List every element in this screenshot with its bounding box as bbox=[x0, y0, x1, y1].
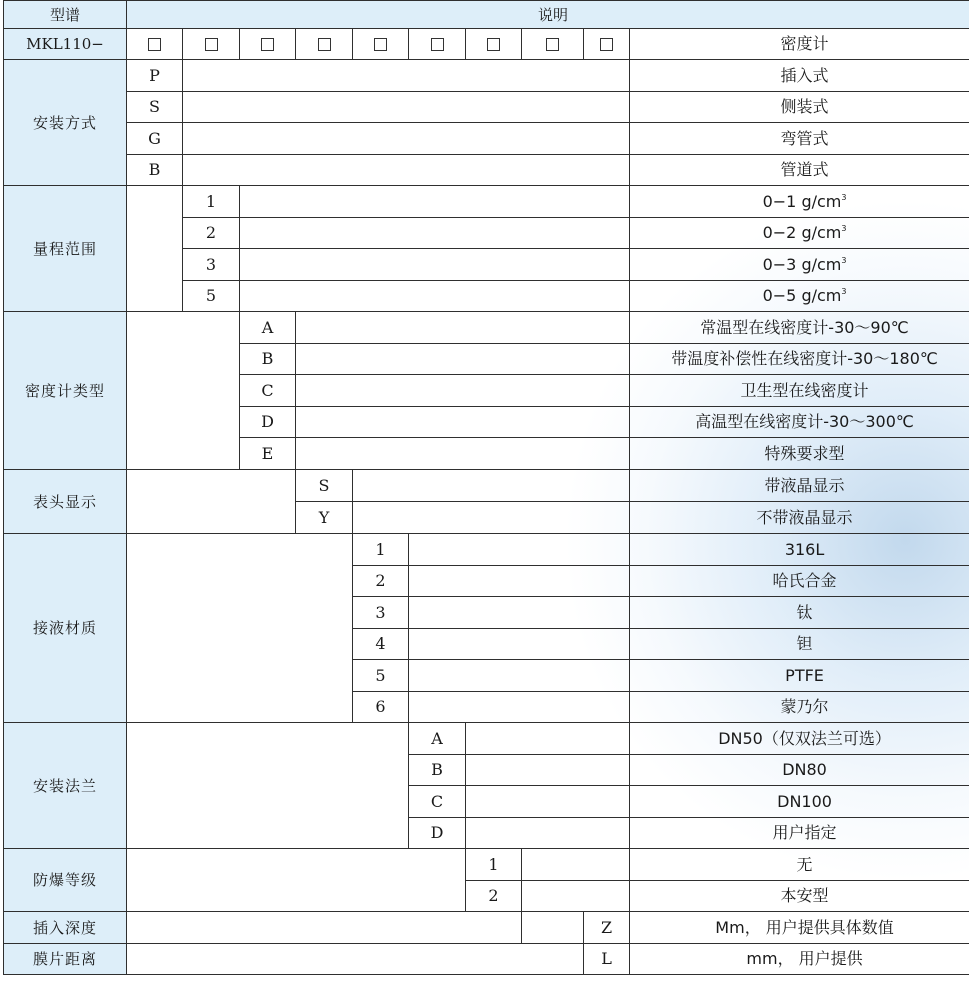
category-range: 量程范围 bbox=[4, 186, 127, 312]
code-cell: 3 bbox=[183, 249, 240, 281]
table-row bbox=[4, 186, 969, 218]
desc-cell: 钽 bbox=[630, 629, 969, 660]
code-cell: 5 bbox=[183, 281, 240, 312]
code-cell: Y bbox=[296, 502, 353, 534]
model-selection-table bbox=[3, 0, 969, 975]
code-cell: 2 bbox=[183, 218, 240, 249]
checkbox-icon bbox=[487, 38, 500, 51]
code-cell: B bbox=[409, 755, 466, 786]
category-install: 安装方式 bbox=[4, 60, 127, 186]
code-cell: 6 bbox=[353, 692, 409, 723]
option-box-3 bbox=[240, 29, 296, 60]
table-row bbox=[4, 470, 969, 502]
code-cell: L bbox=[584, 944, 630, 975]
option-box-2 bbox=[183, 29, 240, 60]
checkbox-icon bbox=[318, 38, 331, 51]
code-cell: 1 bbox=[183, 186, 240, 218]
desc-cell: 不带液晶显示 bbox=[630, 502, 969, 534]
code-cell: Z bbox=[584, 912, 630, 944]
option-box-1 bbox=[127, 29, 183, 60]
table-row bbox=[4, 92, 969, 123]
table-row bbox=[4, 123, 969, 155]
desc-cell: 钛 bbox=[630, 597, 969, 629]
category-membrane: 膜片距离 bbox=[4, 944, 127, 975]
code-cell: D bbox=[409, 818, 466, 849]
code-cell: D bbox=[240, 407, 296, 438]
checkbox-icon bbox=[600, 38, 613, 51]
table-row bbox=[4, 60, 969, 92]
desc-cell: 带液晶显示 bbox=[630, 470, 969, 502]
code-cell: 2 bbox=[466, 881, 522, 912]
desc-cell: mm， 用户提供 bbox=[630, 944, 969, 975]
table-row bbox=[4, 534, 969, 566]
option-box-4 bbox=[296, 29, 353, 60]
category-depth: 插入深度 bbox=[4, 912, 127, 944]
header-desc-label: 说明 bbox=[127, 1, 969, 29]
desc-cell: 用户指定 bbox=[630, 818, 969, 849]
code-cell: A bbox=[240, 312, 296, 344]
model-row bbox=[4, 29, 969, 60]
code-cell: S bbox=[127, 92, 183, 123]
desc-cell: 哈氏合金 bbox=[630, 566, 969, 597]
category-display: 表头显示 bbox=[4, 470, 127, 534]
model-prefix: MKL110− bbox=[4, 29, 127, 60]
category-type: 密度计类型 bbox=[4, 312, 127, 470]
header-model-label: 型谱 bbox=[4, 1, 127, 29]
desc-cell: 316L bbox=[630, 534, 969, 566]
option-box-5 bbox=[353, 29, 409, 60]
category-flange: 安装法兰 bbox=[4, 723, 127, 849]
option-box-8 bbox=[522, 29, 584, 60]
code-cell: 3 bbox=[353, 597, 409, 629]
code-cell: A bbox=[409, 723, 466, 755]
table-row bbox=[4, 849, 969, 881]
table-row bbox=[4, 155, 969, 186]
desc-cell: 常温型在线密度计-30～90℃ bbox=[630, 312, 969, 344]
code-cell: B bbox=[240, 344, 296, 375]
desc-cell: 本安型 bbox=[630, 881, 969, 912]
desc-cell: 0−5 $g/cm^3$ bbox=[630, 281, 969, 312]
desc-cell: 高温型在线密度计-30～300℃ bbox=[630, 407, 969, 438]
code-cell: 1 bbox=[353, 534, 409, 566]
table-row bbox=[4, 723, 969, 755]
category-explosion: 防爆等级 bbox=[4, 849, 127, 912]
table-row bbox=[4, 312, 969, 344]
desc-cell: DN100 bbox=[630, 786, 969, 818]
desc-cell: 无 bbox=[630, 849, 969, 881]
desc-cell: DN50（仅双法兰可选） bbox=[630, 723, 969, 755]
code-cell: C bbox=[240, 375, 296, 407]
code-cell: P bbox=[127, 60, 183, 92]
table-row bbox=[4, 912, 969, 944]
code-cell: 4 bbox=[353, 629, 409, 660]
option-box-6 bbox=[409, 29, 466, 60]
desc-cell: 插入式 bbox=[630, 60, 969, 92]
header-row bbox=[4, 1, 969, 29]
desc-cell: 0−2 $g/cm^3$ bbox=[630, 218, 969, 249]
checkbox-icon bbox=[205, 38, 218, 51]
desc-cell: 管道式 bbox=[630, 155, 969, 186]
desc-cell: DN80 bbox=[630, 755, 969, 786]
table-row bbox=[4, 944, 969, 975]
checkbox-icon bbox=[148, 38, 161, 51]
desc-cell: 蒙乃尔 bbox=[630, 692, 969, 723]
code-cell: E bbox=[240, 438, 296, 470]
code-cell: 1 bbox=[466, 849, 522, 881]
desc-cell: 带温度补偿性在线密度计-30～180℃ bbox=[630, 344, 969, 375]
checkbox-icon bbox=[546, 38, 559, 51]
desc-cell: 卫生型在线密度计 bbox=[630, 375, 969, 407]
desc-cell: 0−1 $g/cm^3$ bbox=[630, 186, 969, 218]
option-box-9 bbox=[584, 29, 630, 60]
category-material: 接液材质 bbox=[4, 534, 127, 723]
code-cell: S bbox=[296, 470, 353, 502]
code-cell: B bbox=[127, 155, 183, 186]
desc-cell: 特殊要求型 bbox=[630, 438, 969, 470]
code-cell: 2 bbox=[353, 566, 409, 597]
option-box-7 bbox=[466, 29, 522, 60]
code-cell: G bbox=[127, 123, 183, 155]
desc-cell: 0−3 $g/cm^3$ bbox=[630, 249, 969, 281]
code-cell: C bbox=[409, 786, 466, 818]
checkbox-icon bbox=[431, 38, 444, 51]
checkbox-icon bbox=[261, 38, 274, 51]
desc-cell: 弯管式 bbox=[630, 123, 969, 155]
desc-cell: Mm， 用户提供具体数值 bbox=[630, 912, 969, 944]
desc-cell: PTFE bbox=[630, 660, 969, 692]
desc-cell: 侧装式 bbox=[630, 92, 969, 123]
checkbox-icon bbox=[374, 38, 387, 51]
code-cell: 5 bbox=[353, 660, 409, 692]
model-description: 密度计 bbox=[630, 29, 969, 60]
